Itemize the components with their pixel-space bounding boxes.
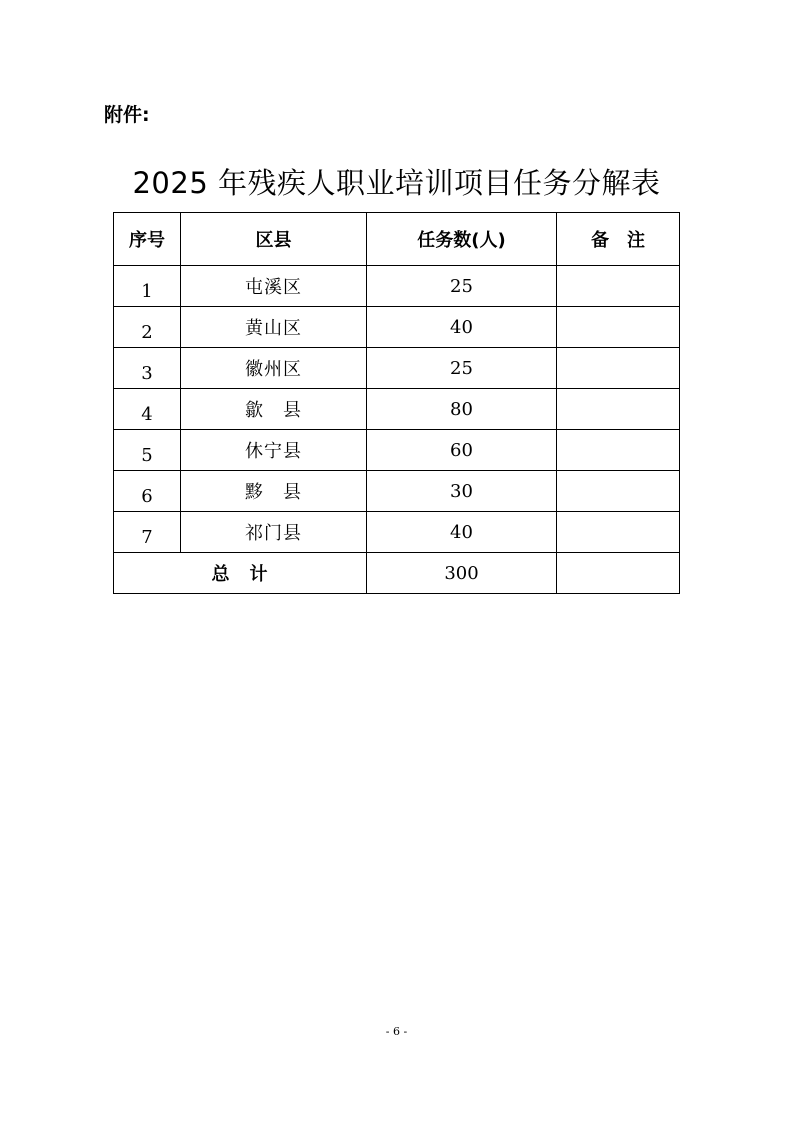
row-note <box>557 348 680 389</box>
row-count: 80 <box>367 389 557 430</box>
table-row <box>114 430 680 471</box>
row-note <box>557 266 680 307</box>
task-breakdown-table <box>113 212 680 594</box>
row-county: 屯溪区 <box>181 266 367 307</box>
document-title: 2025 年残疾人职业培训项目任务分解表 <box>132 166 661 200</box>
total-value: 300 <box>367 553 557 594</box>
attachment-label: 附件: <box>104 104 150 126</box>
row-count: 30 <box>367 471 557 512</box>
total-note <box>557 553 680 594</box>
header-seq: 序号 <box>114 213 181 266</box>
row-seq: 7 <box>141 527 153 548</box>
row-county: 黟 县 <box>181 471 367 512</box>
row-seq-cell <box>114 307 181 348</box>
table-row <box>114 266 680 307</box>
row-seq-cell <box>114 471 181 512</box>
row-seq: 3 <box>141 363 153 384</box>
row-count: 40 <box>367 512 557 553</box>
row-count: 40 <box>367 307 557 348</box>
row-note <box>557 471 680 512</box>
row-count: 60 <box>367 430 557 471</box>
row-count: 25 <box>367 266 557 307</box>
total-label: 总 计 <box>114 553 367 594</box>
row-county: 徽州区 <box>181 348 367 389</box>
table-row <box>114 471 680 512</box>
row-seq-cell <box>114 389 181 430</box>
row-seq-cell <box>114 430 181 471</box>
table-header-row <box>114 213 680 266</box>
row-note <box>557 307 680 348</box>
row-count: 25 <box>367 348 557 389</box>
header-count: 任务数(人) <box>367 213 557 266</box>
row-county: 祁门县 <box>181 512 367 553</box>
row-county: 休宁县 <box>181 430 367 471</box>
row-seq: 6 <box>141 486 153 507</box>
table-row <box>114 389 680 430</box>
row-county: 黄山区 <box>181 307 367 348</box>
table-row <box>114 512 680 553</box>
header-county: 区县 <box>181 213 367 266</box>
row-seq: 2 <box>141 322 153 343</box>
row-note <box>557 512 680 553</box>
row-seq: 4 <box>141 404 153 425</box>
row-seq: 5 <box>141 445 153 466</box>
table-row <box>114 348 680 389</box>
row-seq-cell <box>114 512 181 553</box>
table-row <box>114 307 680 348</box>
row-county: 歙 县 <box>181 389 367 430</box>
row-seq-cell <box>114 348 181 389</box>
row-seq: 1 <box>141 281 153 302</box>
table-total-row <box>114 553 680 594</box>
row-note <box>557 430 680 471</box>
page-number: - 6 - <box>385 1025 408 1038</box>
header-note: 备 注 <box>557 213 680 266</box>
row-note <box>557 389 680 430</box>
row-seq-cell <box>114 266 181 307</box>
